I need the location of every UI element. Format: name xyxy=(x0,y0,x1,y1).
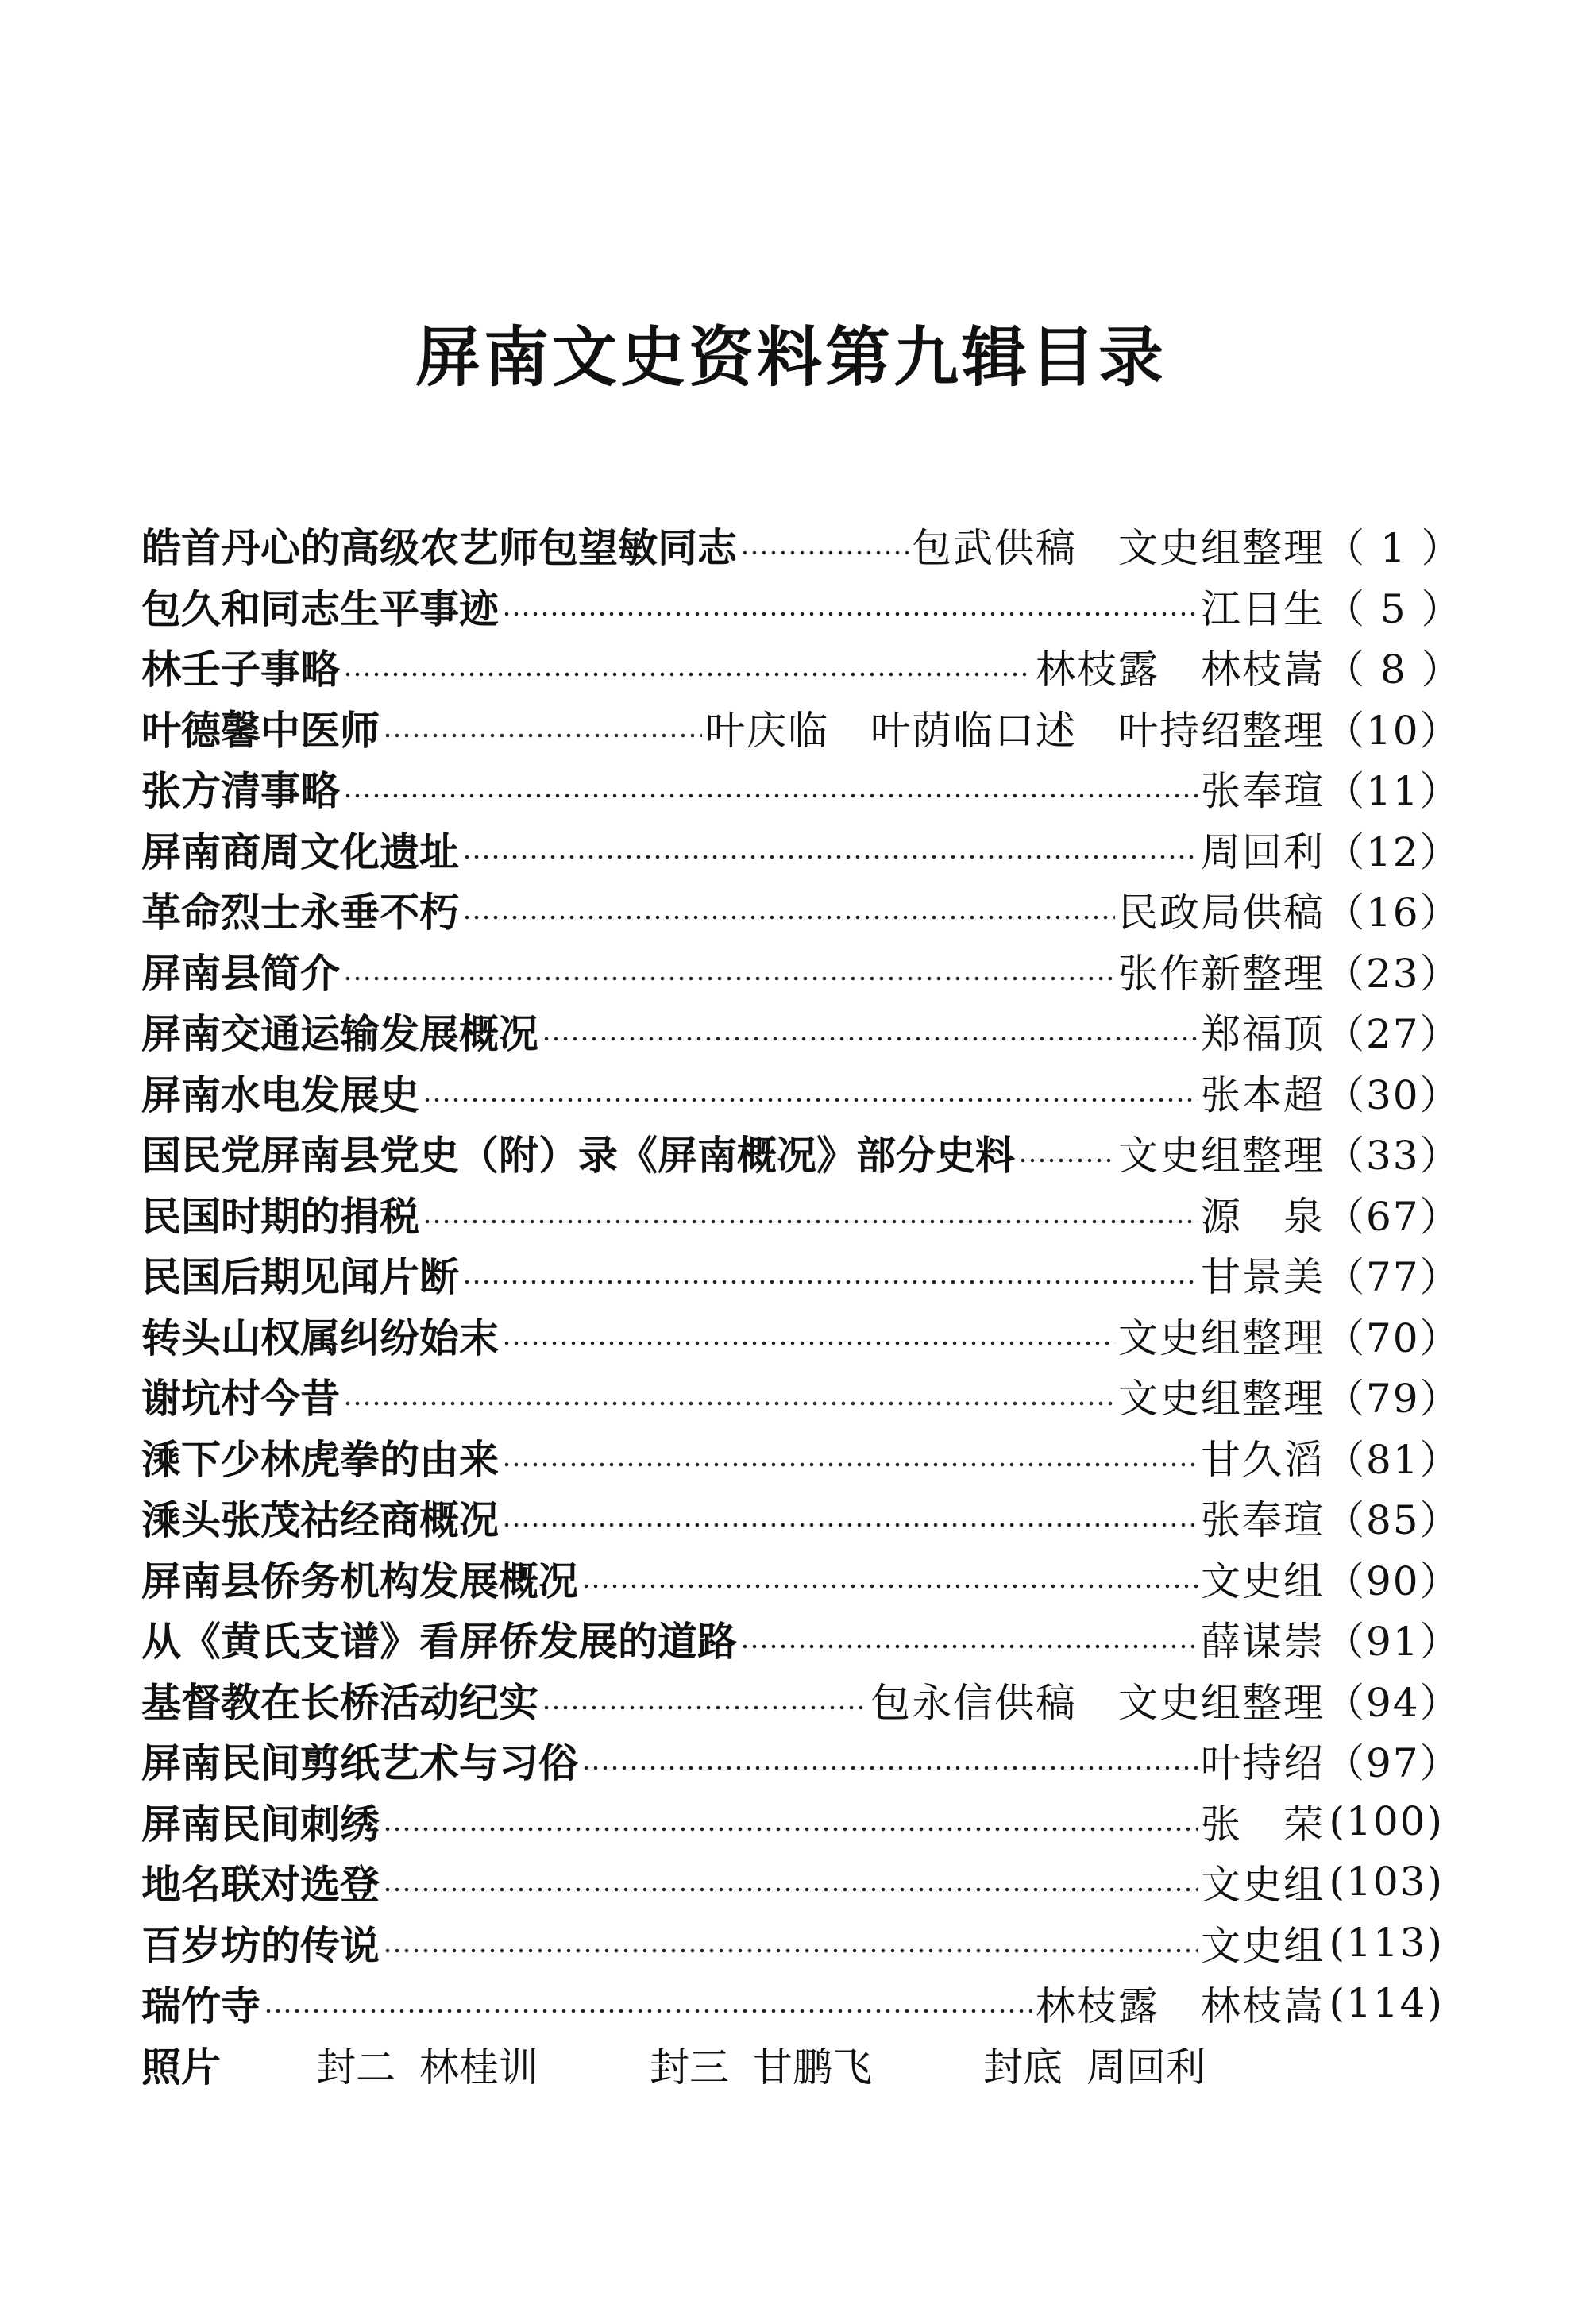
toc-entry-page-number: （ 1 ） xyxy=(1325,525,1463,572)
dot-leader xyxy=(502,1340,1115,1346)
toc-entry-page-number: （70） xyxy=(1325,1314,1461,1361)
dot-leader xyxy=(502,1461,1198,1468)
photo-credit-position: 封二 xyxy=(316,2044,396,2090)
toc-entry-attribution: 文史组 xyxy=(1201,1862,1325,1909)
dot-leader xyxy=(383,732,702,739)
toc-entry xyxy=(141,1122,1461,1183)
toc-entry xyxy=(141,1973,1444,2034)
toc-entry xyxy=(141,1730,1461,1791)
toc-entry-attribution: 文史组整理 xyxy=(1118,1314,1325,1361)
toc-entry-page-number: （67） xyxy=(1325,1193,1461,1240)
toc-entry xyxy=(141,1548,1461,1609)
toc-entry-page-number: （85） xyxy=(1325,1497,1461,1544)
toc-entry xyxy=(141,1670,1461,1731)
photo-credit-name: 周回利 xyxy=(1086,2044,1206,2090)
page-title: 屏南文史资料第九辑目录 xyxy=(415,319,1167,396)
toc-entry-title: 张方清事略 xyxy=(141,767,340,815)
toc-entry-attribution: 文史组 xyxy=(1201,1558,1325,1604)
toc-entry-page-number: （79） xyxy=(1325,1376,1461,1423)
toc-entry-page-number: （91） xyxy=(1325,1619,1461,1666)
toc-entry-page-number: （90） xyxy=(1325,1558,1461,1604)
toc-entry xyxy=(141,1426,1461,1488)
toc-entry-attribution: 张奉瑄 xyxy=(1201,1497,1325,1544)
toc-entry-title: 国民党屏南县党史（附）录《屏南概况》部分史料 xyxy=(141,1132,1015,1179)
dot-leader xyxy=(343,1400,1115,1407)
toc-entry xyxy=(141,1791,1444,1852)
toc-entry-attribution: 甘久滔 xyxy=(1201,1436,1325,1483)
toc-entry-attribution: 甘景美 xyxy=(1201,1254,1325,1301)
dot-leader xyxy=(383,1886,1198,1893)
toc-entry-title: 民国时期的捐税 xyxy=(141,1192,419,1240)
toc-entry-title: 屏南水电发展史 xyxy=(141,1071,419,1118)
toc-entry-title: 瑞竹寺 xyxy=(141,1982,260,2030)
toc-entry xyxy=(141,636,1463,697)
toc-entry-title: 基督教在长桥活动纪实 xyxy=(141,1678,538,1726)
toc-entry-attribution: 张 荣 xyxy=(1201,1801,1325,1847)
toc-entry-attribution: 包武供稿 文史组整理 xyxy=(912,525,1325,572)
toc-entry-attribution: 源 泉 xyxy=(1201,1193,1325,1240)
toc-entry-page-number: (103) xyxy=(1329,1859,1444,1905)
toc-entry-title: 叶德馨中医师 xyxy=(141,706,380,754)
toc-entry-page-number: (100) xyxy=(1329,1797,1444,1844)
photo-credit-position: 封三 xyxy=(650,2044,729,2090)
toc-entry-title: 屏南商周文化遗址 xyxy=(141,828,459,875)
dot-leader xyxy=(462,1279,1198,1285)
toc-entry-page-number: （23） xyxy=(1325,950,1461,997)
toc-entry xyxy=(141,1305,1461,1366)
toc-entry xyxy=(141,1487,1461,1548)
photo-credit-name: 甘鹏飞 xyxy=(753,2044,872,2090)
toc-entry-title: 屏南县侨务机构发展概况 xyxy=(141,1557,578,1604)
toc-entry xyxy=(141,1913,1444,1974)
toc-entry-page-number: （10） xyxy=(1325,707,1461,754)
dot-leader xyxy=(383,1948,1198,1954)
photo-credit-name: 林桂训 xyxy=(419,2044,538,2090)
toc-entry-attribution: 张本超 xyxy=(1201,1071,1325,1118)
toc-entry-title: 屏南县简介 xyxy=(141,949,340,997)
dot-leader xyxy=(542,1704,867,1711)
toc-entry xyxy=(141,1365,1461,1426)
toc-entry-page-number: (113) xyxy=(1329,1919,1444,1966)
dot-leader xyxy=(343,671,1032,678)
toc-entry xyxy=(141,1608,1461,1670)
toc-entry-title: 百岁坊的传说 xyxy=(141,1921,380,1969)
dot-leader xyxy=(343,793,1198,799)
dot-leader xyxy=(462,854,1198,860)
toc-entry-attribution: 民政局供稿 xyxy=(1118,890,1325,936)
toc-entry-page-number: （81） xyxy=(1325,1436,1461,1483)
toc-entry xyxy=(141,697,1461,759)
toc-entry-title: 包久和同志生平事迹 xyxy=(141,585,499,632)
toc-entry-attribution: 江日生 xyxy=(1201,585,1325,632)
dot-leader xyxy=(462,914,1115,921)
toc-entry xyxy=(141,515,1463,576)
photo-credits-label: 照片 xyxy=(141,2043,221,2090)
toc-entry xyxy=(141,940,1461,1002)
toc-entry-title: 皓首丹心的高级农艺师包望敏同志 xyxy=(141,524,737,572)
toc-entry-title: 溗下少林虎拳的由来 xyxy=(141,1435,499,1483)
toc-entry-attribution: 薛谋崇 xyxy=(1201,1619,1325,1666)
toc-entry xyxy=(141,576,1463,637)
dot-leader xyxy=(264,2008,1032,2014)
toc-entry-page-number: （27） xyxy=(1325,1011,1461,1058)
toc-entry-title: 屏南民间刺绣 xyxy=(141,1800,380,1847)
toc-entry-attribution: 文史组整理 xyxy=(1118,1376,1325,1423)
toc-entry-attribution: 文史组整理 xyxy=(1118,1133,1325,1179)
toc-entry-attribution: 林枝露 林枝嵩 xyxy=(1036,1983,1325,2030)
toc-entry-attribution: 林枝露 林枝嵩 xyxy=(1036,647,1325,693)
toc-entry-title: 革命烈士永垂不朽 xyxy=(141,889,459,936)
toc-entry-page-number: （16） xyxy=(1325,890,1461,936)
toc-entry-attribution: 叶庆临 叶荫临口述 叶持绍整理 xyxy=(705,707,1325,754)
toc-entry-page-number: （ 5 ） xyxy=(1325,585,1463,632)
toc-entry-page-number: （94） xyxy=(1325,1679,1461,1726)
dot-leader xyxy=(423,1097,1198,1103)
toc-entry-attribution: 张作新整理 xyxy=(1118,950,1325,997)
toc-entry-title: 民国后期见闻片断 xyxy=(141,1253,459,1301)
dot-leader xyxy=(502,1522,1198,1528)
dot-leader xyxy=(581,1583,1198,1589)
toc-entry-attribution: 包永信供稿 文史组整理 xyxy=(870,1679,1325,1726)
table-of-contents xyxy=(141,515,1463,2094)
dot-leader xyxy=(343,975,1115,982)
toc-entry-title: 溗头张茂祜经商概况 xyxy=(141,1496,499,1544)
toc-entry-title: 屏南民间剪纸艺术与习俗 xyxy=(141,1739,578,1787)
toc-entry-title: 林壬子事略 xyxy=(141,646,340,693)
toc-entry-page-number: （97） xyxy=(1325,1740,1461,1787)
dot-leader xyxy=(423,1218,1198,1225)
photo-credits xyxy=(141,2034,1444,2095)
toc-entries xyxy=(141,515,1463,2034)
toc-entry-title: 地名联对选登 xyxy=(141,1861,380,1909)
photo-credit-item xyxy=(983,2036,1229,2093)
toc-entry-page-number: （ 8 ） xyxy=(1325,647,1463,693)
toc-entry xyxy=(141,1183,1461,1245)
toc-entry-page-number: （30） xyxy=(1325,1071,1461,1118)
photo-credit-item xyxy=(316,2036,562,2093)
toc-entry xyxy=(141,879,1461,940)
toc-entry-page-number: （77） xyxy=(1325,1254,1461,1301)
dot-leader xyxy=(542,1036,1198,1042)
dot-leader xyxy=(502,611,1198,617)
dot-leader xyxy=(581,1765,1198,1771)
dot-leader xyxy=(1018,1157,1115,1164)
toc-entry-attribution: 张奉瑄 xyxy=(1201,768,1325,815)
dot-leader xyxy=(383,1826,1198,1832)
toc-entry-attribution: 周回利 xyxy=(1201,828,1325,875)
toc-entry-attribution: 郑福顶 xyxy=(1201,1011,1325,1058)
toc-entry xyxy=(141,1001,1461,1062)
toc-entry-title: 从《黄氏支谱》看屏侨发展的道路 xyxy=(141,1618,737,1666)
dot-leader xyxy=(740,1643,1198,1650)
toc-entry-page-number: （11） xyxy=(1325,768,1461,815)
toc-entry xyxy=(141,758,1461,819)
toc-entry-page-number: （33） xyxy=(1325,1133,1461,1179)
toc-entry-attribution: 叶持绍 xyxy=(1201,1740,1325,1787)
toc-entry-title: 谢坑村今昔 xyxy=(141,1375,340,1423)
toc-entry xyxy=(141,1851,1444,1913)
toc-entry-title: 屏南交通运输发展概况 xyxy=(141,1010,538,1058)
toc-entry-page-number: (114) xyxy=(1329,1980,1444,2027)
photo-credit-position: 封底 xyxy=(983,2044,1063,2090)
photo-credit-item xyxy=(650,2036,896,2093)
toc-entry xyxy=(141,1062,1461,1123)
toc-entry-title: 转头山权属纠纷始末 xyxy=(141,1314,499,1361)
toc-entry xyxy=(141,819,1461,880)
dot-leader xyxy=(740,550,909,556)
toc-entry-attribution: 文史组 xyxy=(1201,1922,1325,1969)
toc-entry-page-number: （12） xyxy=(1325,828,1461,875)
toc-entry xyxy=(141,1244,1461,1305)
